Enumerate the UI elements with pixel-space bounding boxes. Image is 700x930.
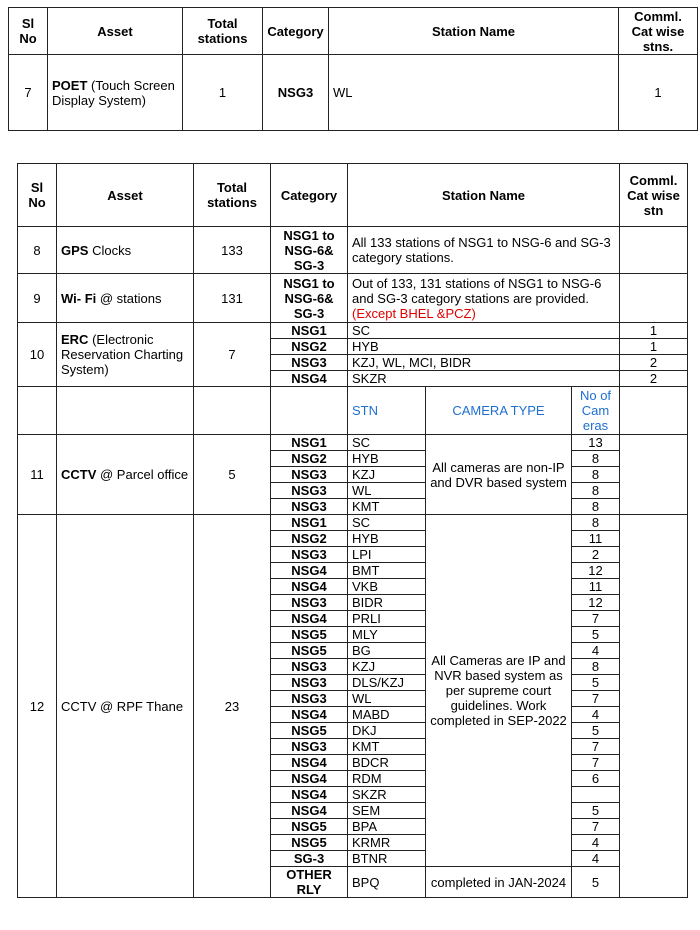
station-name: KZJ, WL, MCI, BIDR [348, 355, 620, 371]
camera-count: 8 [572, 515, 620, 531]
camera-count: 8 [572, 467, 620, 483]
asset-name: ERC [61, 332, 89, 347]
category: NSG4 [271, 371, 348, 387]
asset-name: CCTV [61, 467, 97, 482]
camera-count: 5 [572, 803, 620, 819]
station-code: BDCR [348, 755, 426, 771]
asset-blank [57, 387, 194, 435]
comml-count [620, 274, 688, 323]
header-row [9, 8, 698, 55]
station-code: VKB [348, 579, 426, 595]
assets-table [17, 163, 688, 898]
camera-subheader-row [18, 387, 688, 435]
category: NSG2 [271, 531, 348, 547]
camera-type: completed in JAN-2024 [426, 867, 572, 898]
cctv-parcel-row [18, 435, 688, 451]
comml-blank [620, 387, 688, 435]
camera-count: 8 [572, 659, 620, 675]
station-code: LPI [348, 547, 426, 563]
category: NSG3 [271, 355, 348, 371]
sl-no: 11 [18, 435, 57, 515]
station-code: BG [348, 643, 426, 659]
category: NSG3 [271, 483, 348, 499]
header-category: Category [271, 164, 348, 227]
total-stations: 1 [183, 55, 263, 131]
poet-table [8, 7, 698, 131]
category: NSG3 [271, 467, 348, 483]
station-code: MLY [348, 627, 426, 643]
camera-count: 5 [572, 627, 620, 643]
erc-row [18, 323, 688, 339]
header-total-stations: Total stations [183, 8, 263, 55]
station-code: BPQ [348, 867, 426, 898]
total-stations: 5 [194, 435, 271, 515]
station-code: DLS/KZJ [348, 675, 426, 691]
header-asset: Asset [48, 8, 183, 55]
category: NSG3 [271, 675, 348, 691]
camera-count: 4 [572, 707, 620, 723]
camera-count: 7 [572, 755, 620, 771]
category: NSG4 [271, 707, 348, 723]
camera-count: 6 [572, 771, 620, 787]
station-name: HYB [348, 339, 620, 355]
station-name [348, 274, 620, 323]
asset-cell [48, 55, 183, 131]
station-name: All 133 stations of NSG1 to NSG-6 and SG-3 category stations. [348, 227, 620, 274]
header-station-name: Station Name [329, 8, 619, 55]
category-blank [271, 387, 348, 435]
category: NSG4 [271, 563, 348, 579]
header-sl-no: Sl No [18, 164, 57, 227]
camera-count: 5 [572, 867, 620, 898]
comml-count: 1 [620, 323, 688, 339]
camera-count: 12 [572, 563, 620, 579]
camera-count: 7 [572, 691, 620, 707]
header-station-name: Station Name [348, 164, 620, 227]
station-code: SC [348, 515, 426, 531]
asset-name: Wi- Fi [61, 290, 97, 306]
camera-count: 7 [572, 611, 620, 627]
station-name: WL [329, 55, 619, 131]
station-code: SC [348, 435, 426, 451]
camera-count: 8 [572, 483, 620, 499]
station-code: KMT [348, 739, 426, 755]
cctv-rpf-row [18, 515, 688, 531]
category: NSG5 [271, 819, 348, 835]
station-code: HYB [348, 451, 426, 467]
category: NSG3 [271, 499, 348, 515]
asset-name: POET [52, 77, 88, 93]
camera-count: 13 [572, 435, 620, 451]
comml-count: 1 [620, 339, 688, 355]
header-sl-no: Sl No [9, 8, 48, 55]
category: NSG3 [271, 547, 348, 563]
camera-type: All Cameras are IP and NVR based system as per supreme court guidelines. Work completed in SEP-2022 [426, 515, 572, 867]
category: NSG4 [271, 755, 348, 771]
camera-type-header: CAMERA TYPE [426, 387, 572, 435]
station-text: Out of 133, 131 stations of NSG1 to NSG-6 and SG-3 category stations are provided. [352, 275, 602, 306]
asset-description: (Touch Screen Display System) [52, 77, 175, 108]
category: NSG3 [271, 739, 348, 755]
sl-no: 8 [18, 227, 57, 274]
comml-count: 2 [620, 371, 688, 387]
camera-count: 4 [572, 851, 620, 867]
table-row [9, 55, 698, 131]
asset-name: GPS [61, 242, 89, 258]
category: NSG5 [271, 835, 348, 851]
header-category: Category [263, 8, 329, 55]
camera-count: 8 [572, 451, 620, 467]
comml-count [620, 435, 688, 515]
comml-count: 2 [620, 355, 688, 371]
camera-count: 11 [572, 579, 620, 595]
camera-count [572, 787, 620, 803]
asset-cell [57, 227, 194, 274]
station-code: KZJ [348, 467, 426, 483]
station-code: BPA [348, 819, 426, 835]
total-stations: 133 [194, 227, 271, 274]
header-asset: Asset [57, 164, 194, 227]
stn-header: STN [348, 387, 426, 435]
asset-description: (Electronic Reservation Charting System) [61, 332, 184, 377]
station-code: SKZR [348, 787, 426, 803]
station-code: WL [348, 483, 426, 499]
category: NSG4 [271, 611, 348, 627]
comml-count [620, 227, 688, 274]
category: NSG3 [263, 55, 329, 131]
header-comml-cat: Comml. Cat wise stns. [619, 8, 698, 55]
station-name: SKZR [348, 371, 620, 387]
category: NSG5 [271, 627, 348, 643]
camera-count: 5 [572, 675, 620, 691]
total-stations: 131 [194, 274, 271, 323]
camera-type: All cameras are non-IP and DVR based system [426, 435, 572, 515]
sl-no: 10 [18, 323, 57, 387]
total-stations: 23 [194, 515, 271, 898]
asset-description: Clocks [88, 242, 132, 258]
wifi-row [18, 274, 688, 323]
station-code: KMT [348, 499, 426, 515]
category: NSG3 [271, 691, 348, 707]
camera-count: 7 [572, 819, 620, 835]
sl-no: 9 [18, 274, 57, 323]
station-code: DKJ [348, 723, 426, 739]
comml-count: 1 [619, 55, 698, 131]
category: NSG1 [271, 515, 348, 531]
camera-count: 2 [572, 547, 620, 563]
sl-no: 12 [18, 515, 57, 898]
total-stations: 7 [194, 323, 271, 387]
category: NSG4 [271, 803, 348, 819]
comml-count [620, 515, 688, 898]
station-code: MABD [348, 707, 426, 723]
category: NSG4 [271, 771, 348, 787]
asset-cell [57, 274, 194, 323]
camera-count: 12 [572, 595, 620, 611]
station-code: RDM [348, 771, 426, 787]
asset-description: @ stations [96, 290, 162, 306]
category: NSG2 [271, 339, 348, 355]
camera-count: 4 [572, 643, 620, 659]
category: NSG1 to NSG-6& SG-3 [271, 227, 348, 274]
total-blank [194, 387, 271, 435]
asset-description: @ Parcel office [96, 467, 189, 482]
asset-cell [57, 435, 194, 515]
header-total-stations: Total stations [194, 164, 271, 227]
category: NSG5 [271, 643, 348, 659]
station-code: PRLI [348, 611, 426, 627]
category: NSG2 [271, 451, 348, 467]
camera-count: 5 [572, 723, 620, 739]
station-code: BTNR [348, 851, 426, 867]
station-name: SC [348, 323, 620, 339]
station-code: KZJ [348, 659, 426, 675]
category: NSG3 [271, 659, 348, 675]
category: SG-3 [271, 851, 348, 867]
station-code: HYB [348, 531, 426, 547]
asset-cell [57, 323, 194, 387]
station-code: BMT [348, 563, 426, 579]
station-code: KRMR [348, 835, 426, 851]
category: NSG1 to NSG-6& SG-3 [271, 274, 348, 323]
category: NSG1 [271, 323, 348, 339]
camera-count-header: No of Cam eras [572, 387, 620, 435]
category: NSG4 [271, 579, 348, 595]
camera-count: 11 [572, 531, 620, 547]
sl-blank [18, 387, 57, 435]
station-code: BIDR [348, 595, 426, 611]
category: NSG4 [271, 787, 348, 803]
sl-no: 7 [9, 55, 48, 131]
station-exception-note: (Except BHEL &PCZ) [352, 305, 476, 321]
category: NSG3 [271, 595, 348, 611]
category: NSG5 [271, 723, 348, 739]
camera-count: 7 [572, 739, 620, 755]
station-code: WL [348, 691, 426, 707]
category: OTHER RLY [271, 867, 348, 898]
header-row [18, 164, 688, 227]
category: NSG1 [271, 435, 348, 451]
camera-count: 4 [572, 835, 620, 851]
station-code: SEM [348, 803, 426, 819]
asset-name: CCTV @ RPF Thane [57, 515, 194, 898]
gps-row [18, 227, 688, 274]
header-comml-cat: Comml. Cat wise stn [620, 164, 688, 227]
camera-count: 8 [572, 499, 620, 515]
